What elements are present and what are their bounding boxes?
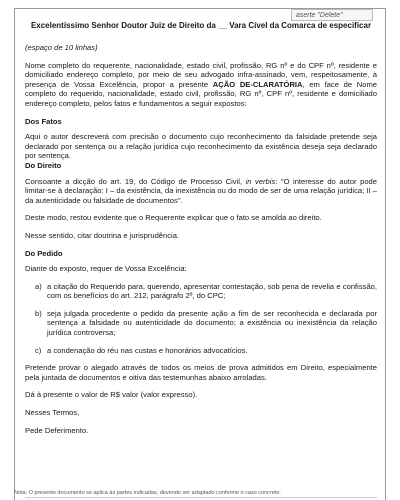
termos-line: Nesses Termos, xyxy=(25,408,80,418)
pedido-item-b xyxy=(35,309,377,338)
fatos-paragraph: Aqui o autor descreverá com precisão o documento cujo reconhecimento da falsidade pretende seja declarado por sentença ou a relação jurídica cujo reconhecimento da existência deseja seja declarado por sentença. xyxy=(25,132,377,161)
valor-paragraph: Dá à presente o valor de R$ valor (valor expresso). xyxy=(25,390,198,400)
document-title: Excelentíssimo Senhor Doutor Juiz de Direito da __ Vara Cível da Comarca de especificar xyxy=(30,21,372,30)
intro-part-2: , em face de Nome completo do requerido, nacionalidade, estado civil, profissão, RG nº, CPF nº, residente e domiciliado endereço completo, pelos fatos e fundamentos a seguir expostos: xyxy=(25,79,378,108)
deferimento-line: Pede Deferimento. xyxy=(25,425,89,435)
section-heading-direito: Do Direito xyxy=(25,160,62,170)
item-marker: b) xyxy=(35,308,42,318)
footnote-divider xyxy=(25,497,377,498)
pedido-item-a xyxy=(35,282,377,301)
direito-p1-b: : "O interesse do autor pode limitar-se à declaração: I – da existência, da inexistência ou do modo de ser de uma relação jurídica; II – da autenticidade ou falsidade de documentos". xyxy=(25,176,377,205)
provas-paragraph: Pretende provar o alegado através de todos os meios de prova admitidos em Direito, especialmente pela juntada de documentos e oitiva das testemunhas abaixo arroladas. xyxy=(25,363,377,382)
intro-paragraph xyxy=(25,61,377,109)
section-heading-pedido: Do Pedido xyxy=(25,248,63,258)
section-heading-fatos: Dos Fatos xyxy=(25,116,62,126)
item-text: seja julgada procedente o pedido da presente ação a fim de ser reconhecida e declarada por sentença a falsidade ou autenticidade do documento; a existência ou inexistência da relação jurídica controversa; xyxy=(47,308,377,338)
action-name: AÇÃO DE-CLARATÓRIA xyxy=(212,79,303,89)
document-page xyxy=(14,8,386,500)
item-marker: a) xyxy=(35,281,42,291)
direito-p1-a: Consoante a dicção do art. 19, do Código de Processo Civil, xyxy=(25,176,246,186)
item-text: a condenação do réu nas custas e honorários advocatícios. xyxy=(47,345,248,355)
direito-paragraph-3: Nesse sentido, citar doutrina e jurisprudência. xyxy=(25,230,180,240)
intro-part-1: Nome completo do requerente, nacionalidade, estado civil, profissão, RG nº e do CPF nº, residente e domiciliado endereço completo, por meio de seu advogado infra-assinado, vem, respeitosamente, à presença de Vossa Excelência, propor a presente xyxy=(25,60,377,89)
header-tag: aserte "Delete" xyxy=(291,9,373,21)
footnote: Nota: O presente documento se aplica às partes indicadas, devendo ser adaptado conforme o caso concreto. xyxy=(14,490,281,496)
pedido-item-c xyxy=(35,346,377,356)
spacing-note: (espaço de 10 linhas) xyxy=(25,43,98,52)
document-body xyxy=(25,17,377,443)
item-marker: c) xyxy=(35,345,42,355)
direito-p1-italic: in verbis xyxy=(245,176,276,186)
item-text: a citação do Requerido para, querendo, apresentar contestação, sob pena de revelia e confissão, com os benefícios do art. 212, parágrafo 2º, do CPC; xyxy=(47,281,377,301)
pedido-intro: Diante do exposto, requer de Vossa Excelência: xyxy=(25,264,187,274)
direito-paragraph-2: Deste modo, restou evidente que o Requerente explicar que o fato se amolda ao direito. xyxy=(25,213,322,223)
direito-paragraph-1 xyxy=(25,177,377,206)
